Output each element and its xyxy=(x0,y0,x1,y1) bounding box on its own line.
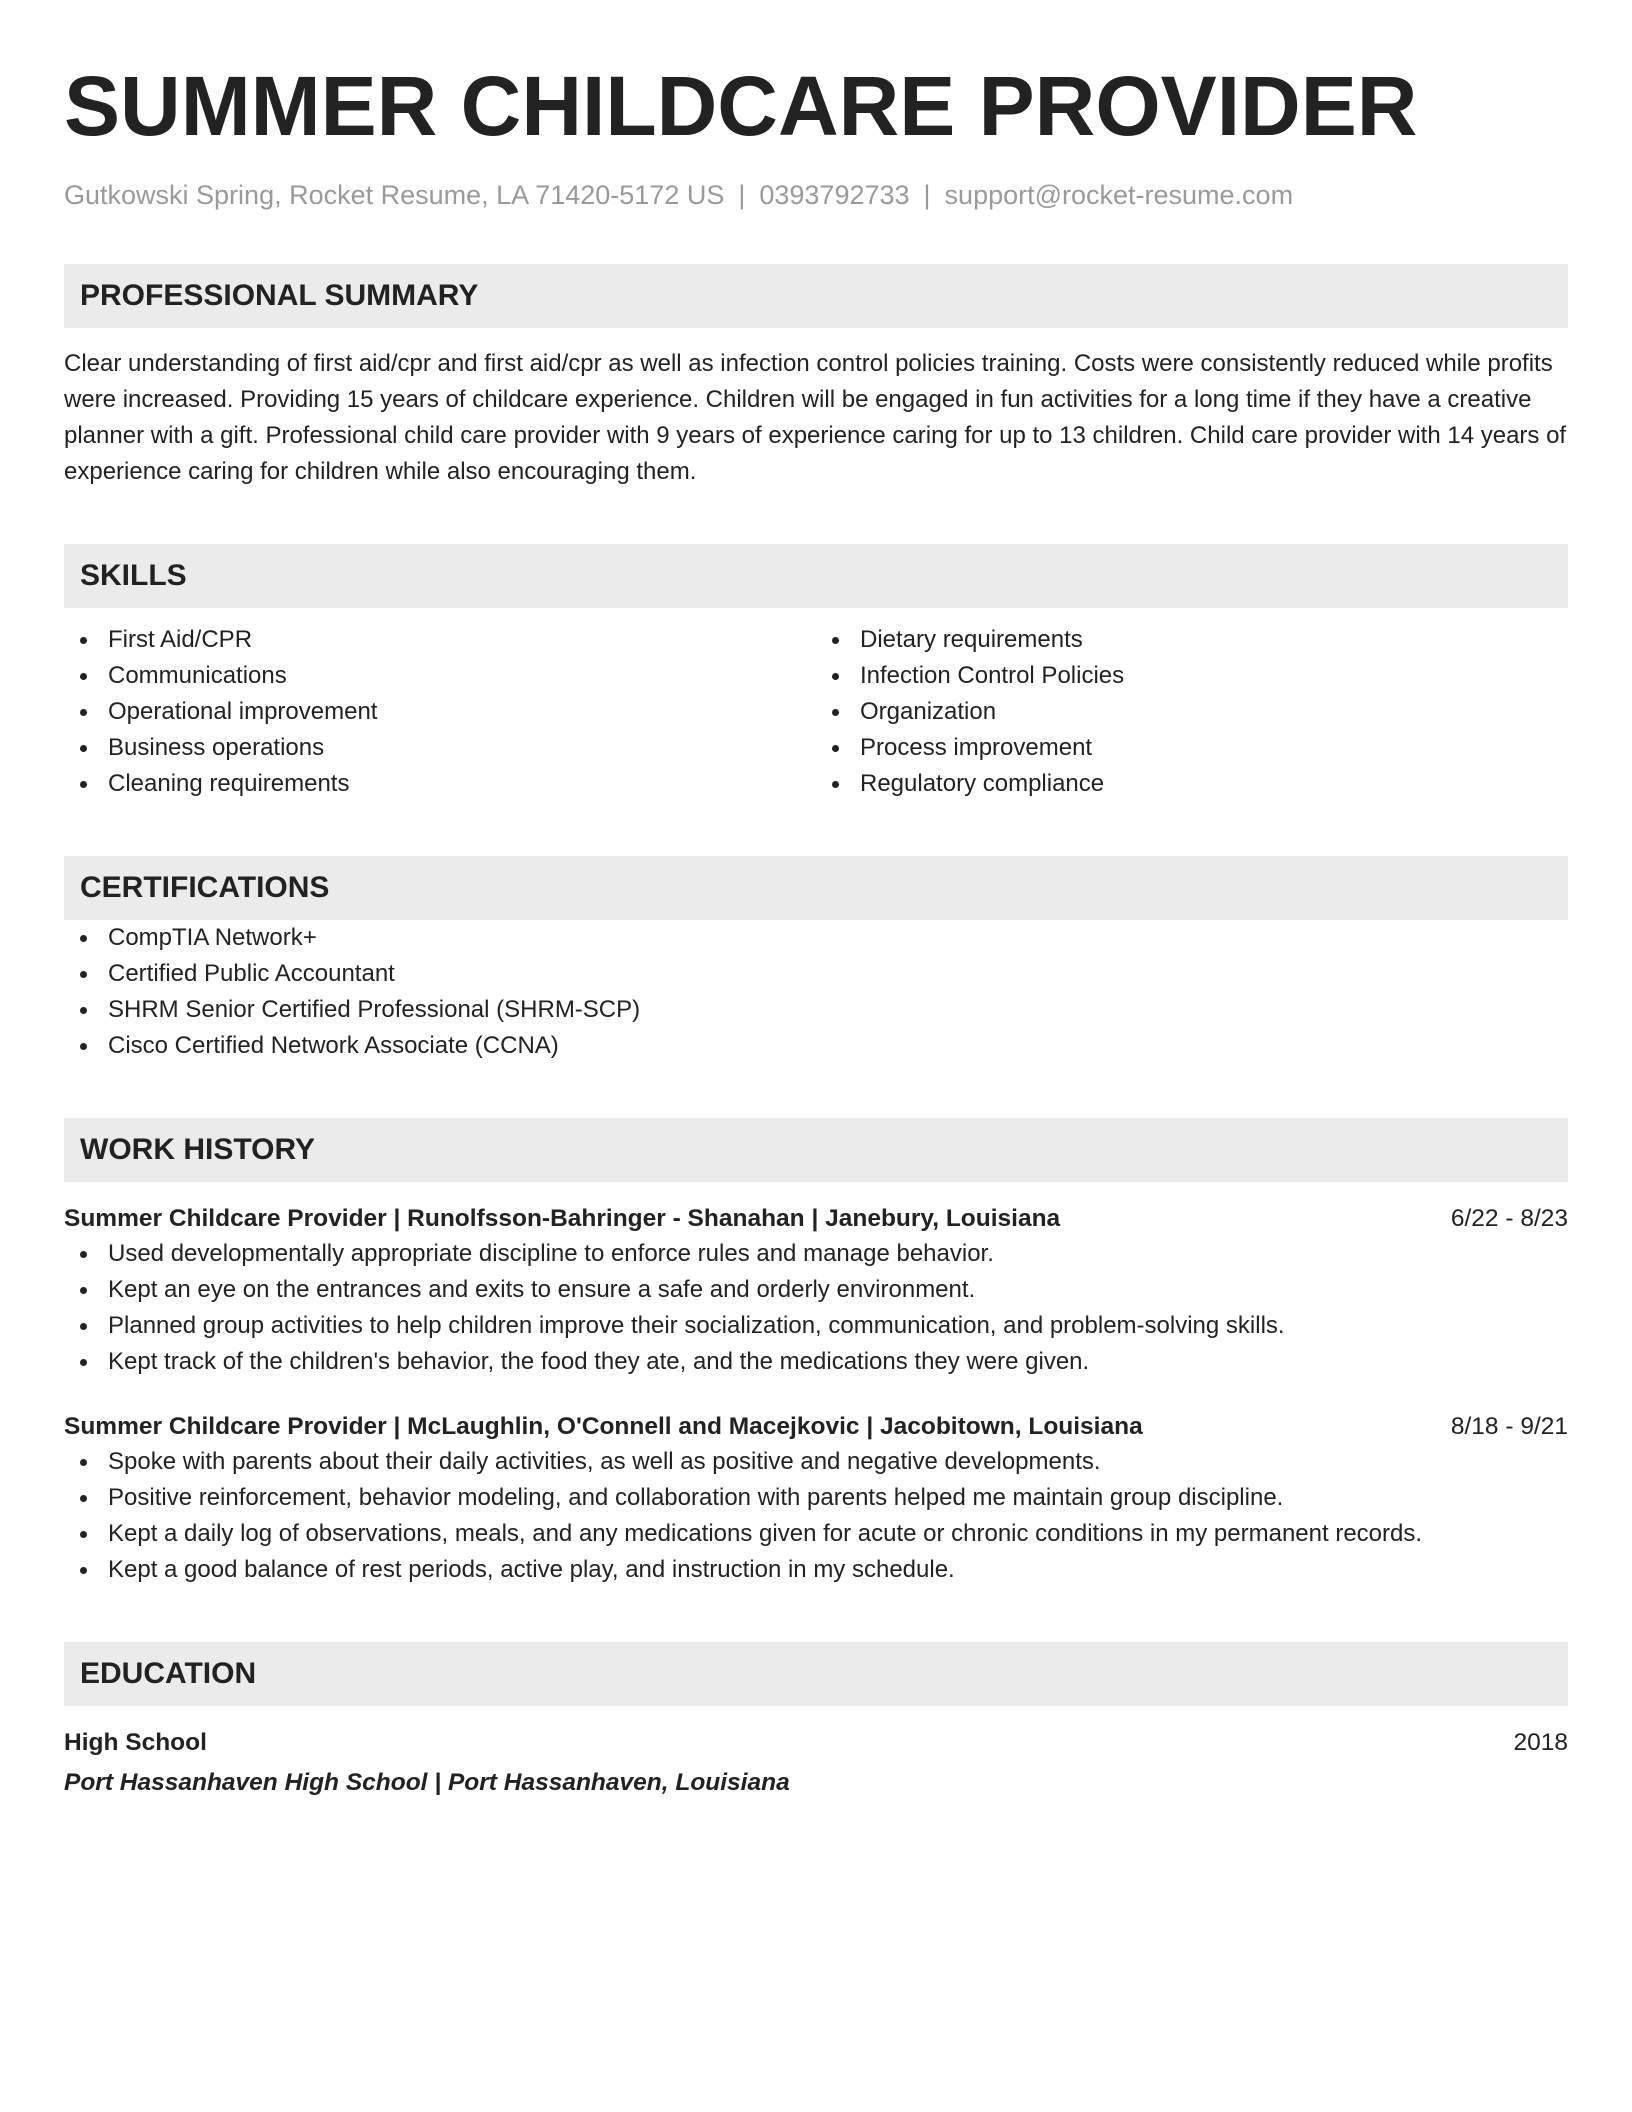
certification-item: Certified Public Accountant xyxy=(64,956,1568,992)
skill-item: Cleaning requirements xyxy=(64,766,816,802)
section-header-certifications: CERTIFICATIONS xyxy=(64,856,1568,920)
skill-item: Business operations xyxy=(64,730,816,766)
section-header-summary: PROFESSIONAL SUMMARY xyxy=(64,264,1568,328)
job-heading xyxy=(64,1410,1568,1444)
contact-email[interactable]: support@rocket-resume.com xyxy=(944,180,1294,210)
job-heading xyxy=(64,1202,1568,1236)
contact-address: Gutkowski Spring, Rocket Resume, LA 71420-5172 US xyxy=(64,180,725,210)
job-duty: Kept a good balance of rest periods, active play, and instruction in my schedule. xyxy=(64,1552,1568,1588)
skill-item: Organization xyxy=(816,694,1568,730)
certification-item: Cisco Certified Network Associate (CCNA) xyxy=(64,1028,1568,1064)
job-dates: 6/22 - 8/23 xyxy=(1450,1205,1568,1232)
education-year: 2018 xyxy=(1513,1729,1568,1756)
skill-item: Process improvement xyxy=(816,730,1568,766)
job-duties-list xyxy=(64,1236,1568,1380)
skills-column-right xyxy=(816,622,1568,802)
education-degree: High School xyxy=(64,1729,207,1756)
certification-item: CompTIA Network+ xyxy=(64,920,1568,956)
section-header-work-history: WORK HISTORY xyxy=(64,1118,1568,1182)
job-duty: Positive reinforcement, behavior modeling, and collaboration with parents helped me maintain group discipline. xyxy=(64,1480,1568,1516)
skill-item: Communications xyxy=(64,658,816,694)
job-duty: Used developmentally appropriate discipline to enforce rules and manage behavior. xyxy=(64,1236,1568,1272)
contact-separator: | xyxy=(923,180,931,210)
skills-list xyxy=(64,622,1568,802)
job-duties-list xyxy=(64,1444,1568,1588)
job-duty: Kept track of the children's behavior, the food they ate, and the medications they were given. xyxy=(64,1344,1568,1380)
education-heading xyxy=(64,1726,1568,1760)
section-header-education: EDUCATION xyxy=(64,1642,1568,1706)
skill-item: Dietary requirements xyxy=(816,622,1568,658)
skill-item: Regulatory compliance xyxy=(816,766,1568,802)
certifications-list xyxy=(64,920,1568,1064)
job-duty: Kept an eye on the entrances and exits to ensure a safe and orderly environment. xyxy=(64,1272,1568,1308)
skill-item: First Aid/CPR xyxy=(64,622,816,658)
job-duty: Kept a daily log of observations, meals, and any medications given for acute or chronic conditions in my permanent records. xyxy=(64,1516,1568,1552)
contact-separator: | xyxy=(738,180,746,210)
job-duty: Spoke with parents about their daily activities, as well as positive and negative developments. xyxy=(64,1444,1568,1480)
certification-item: SHRM Senior Certified Professional (SHRM-SCP) xyxy=(64,992,1568,1028)
education-school: Port Hassanhaven High School | Port Hassanhaven, Louisiana xyxy=(64,1769,790,1796)
job-title: Summer Childcare Provider | McLaughlin, O'Connell and Macejkovic | Jacobitown, Louisiana xyxy=(64,1413,1143,1440)
skill-item: Operational improvement xyxy=(64,694,816,730)
section-header-skills: SKILLS xyxy=(64,544,1568,608)
skills-column-left xyxy=(64,622,816,802)
skill-item: Infection Control Policies xyxy=(816,658,1568,694)
job-duty: Planned group activities to help children improve their socialization, communication, and problem-solving skills. xyxy=(64,1308,1568,1344)
job-title: Summer Childcare Provider | Runolfsson-Bahringer - Shanahan | Janebury, Louisiana xyxy=(64,1205,1061,1232)
summary-text: Clear understanding of first aid/cpr and first aid/cpr as well as infection control policies training. Costs were consistently reduced while profits were increased. Providing 15 years of childcare experience. Children will be engaged in fun activities for a long time if they have a creative planner with a gift. Professional child care provider with 9 years of experience caring for up to 13 children. Child care provider with 14 years of experience caring for children while also encouraging them. xyxy=(64,350,1567,485)
contact-line xyxy=(64,178,1568,212)
candidate-name: SUMMER CHILDCARE PROVIDER xyxy=(64,59,1418,153)
job-dates: 8/18 - 9/21 xyxy=(1450,1413,1568,1440)
contact-phone[interactable]: 0393792733 xyxy=(759,180,910,210)
